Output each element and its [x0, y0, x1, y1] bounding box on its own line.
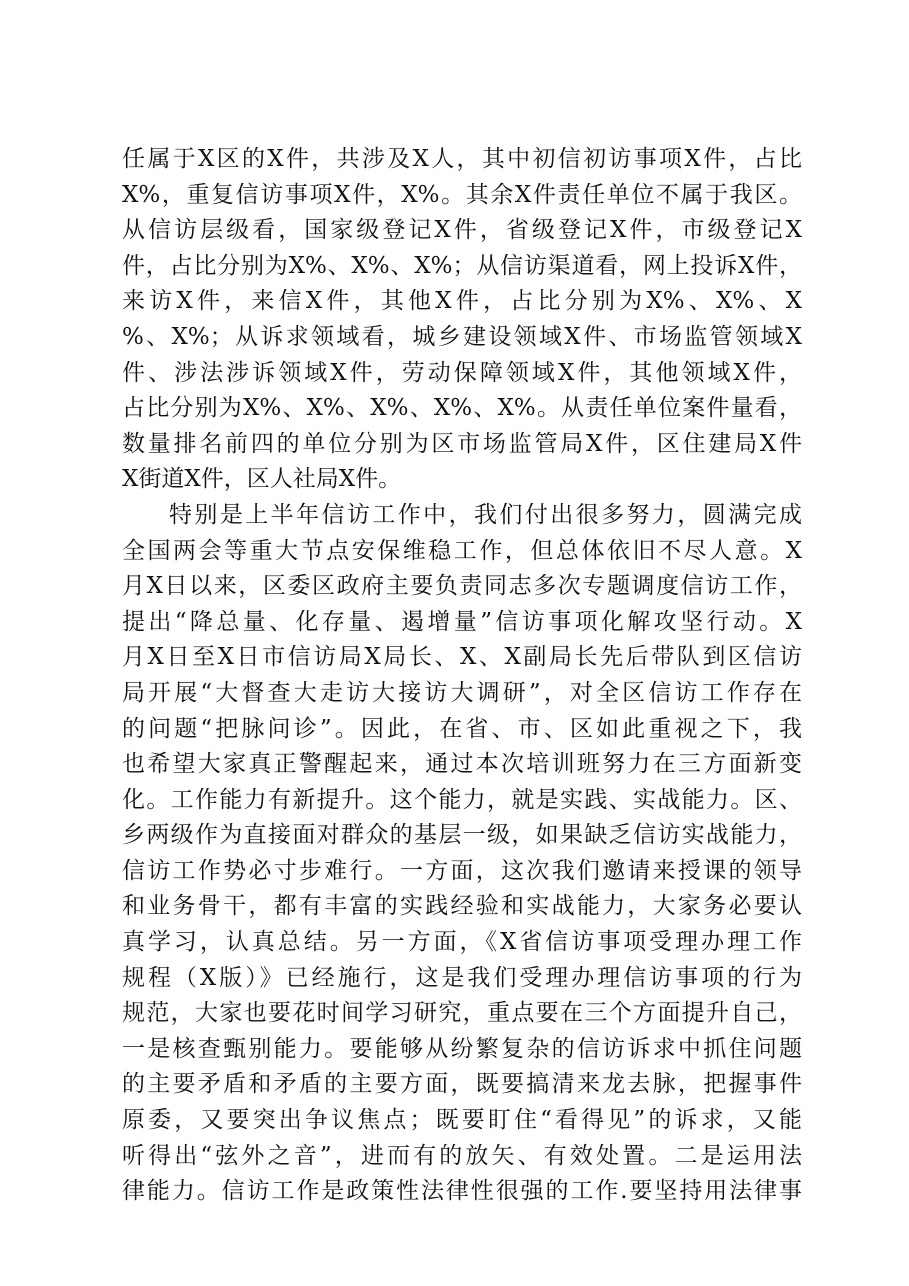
body-text	[122, 142, 802, 1210]
text-line: 也希望大家真正警醒起来，通过本次培训班努力在三方面新变	[122, 751, 802, 778]
text-line: 从信访层级看，国家级登记X件，省级登记X件，市级登记X	[122, 217, 802, 244]
text-line: 真学习，认真总结。另一方面，《X省信访事项受理办理工作	[122, 929, 802, 956]
paragraph-first-line: 特别是上半年信访工作中，我们付出很多努力，圆满完成	[169, 501, 802, 528]
text-line: 全国两会等重大节点安保维稳工作，但总体依旧不尽人意。X	[122, 537, 802, 564]
text-line: 月X日以来，区委区政府主要负责同志多次专题调度信访工作，	[122, 573, 802, 600]
text-line: 乡两级作为直接面对群众的基层一级，如果缺乏信访实战能力，	[122, 822, 802, 849]
text-line: 来访X件，来信X件，其他X件，占比分别为X%、X%、X	[122, 288, 802, 315]
text-line: 数量排名前四的单位分别为区市场监管局X件，区住建局X件	[122, 430, 802, 457]
text-line: 任属于X区的X件，共涉及X人，其中初信初访事项X件，占比	[122, 146, 802, 172]
text-line: 化。工作能力有新提升。这个能力，就是实践、实战能力。区、	[122, 786, 802, 813]
text-line: 的问题“把脉问诊”。因此，在省、市、区如此重视之下，我	[122, 715, 802, 742]
text-line: 一是核查甄别能力。要能够从纷繁复杂的信访诉求中抓住问题	[122, 1035, 802, 1062]
text-line: 原委，又要突出争议焦点；既要盯住“看得见”的诉求，又能	[122, 1107, 802, 1134]
text-line: 和业务骨干，都有丰富的实践经验和实战能力，大家务必要认	[122, 893, 802, 920]
text-line: 律能力。信访工作是政策性法律性很强的工作.要坚持用法律事	[122, 1178, 802, 1205]
text-line: 占比分别为X%、X%、X%、X%、X%。从责任单位案件量看，	[122, 395, 802, 422]
text-line: %、X%；从诉求领域看，城乡建设领域X件、市场监管领域X	[122, 323, 802, 350]
text-line: 听得出“弦外之音”，进而有的放矢、有效处置。二是运用法	[122, 1142, 802, 1169]
text-line: 规范，大家也要花时间学习研究，重点要在三个方面提升自己，	[122, 1000, 802, 1027]
text-line: X%，重复信访事项X件，X%。其余X件责任单位不属于我区。	[122, 181, 802, 208]
text-line: 信访工作势必寸步难行。一方面，这次我们邀请来授课的领导	[122, 857, 802, 884]
text-line: 件，占比分别为X%、X%、X%；从信访渠道看，网上投诉X件，	[122, 252, 802, 279]
text-line: 月X日至X日市信访局X局长、X、X副局长先后带队到区信访	[122, 644, 802, 671]
text-line: 局开展“大督查大走访大接访大调研”，对全区信访工作存在	[122, 679, 802, 706]
text-line: 规程（X版）》已经施行，这是我们受理办理信访事项的行为	[122, 964, 802, 991]
text-line: 件、涉法涉诉领域X件，劳动保障领域X件，其他领域X件，	[122, 359, 802, 386]
paragraph-end-line: X街道X件，区人社局X件。	[122, 466, 402, 493]
text-line: 的主要矛盾和矛盾的主要方面，既要搞清来龙去脉，把握事件	[122, 1071, 802, 1098]
text-line: 提出“降总量、化存量、遏增量”信访事项化解攻坚行动。X	[122, 608, 802, 635]
